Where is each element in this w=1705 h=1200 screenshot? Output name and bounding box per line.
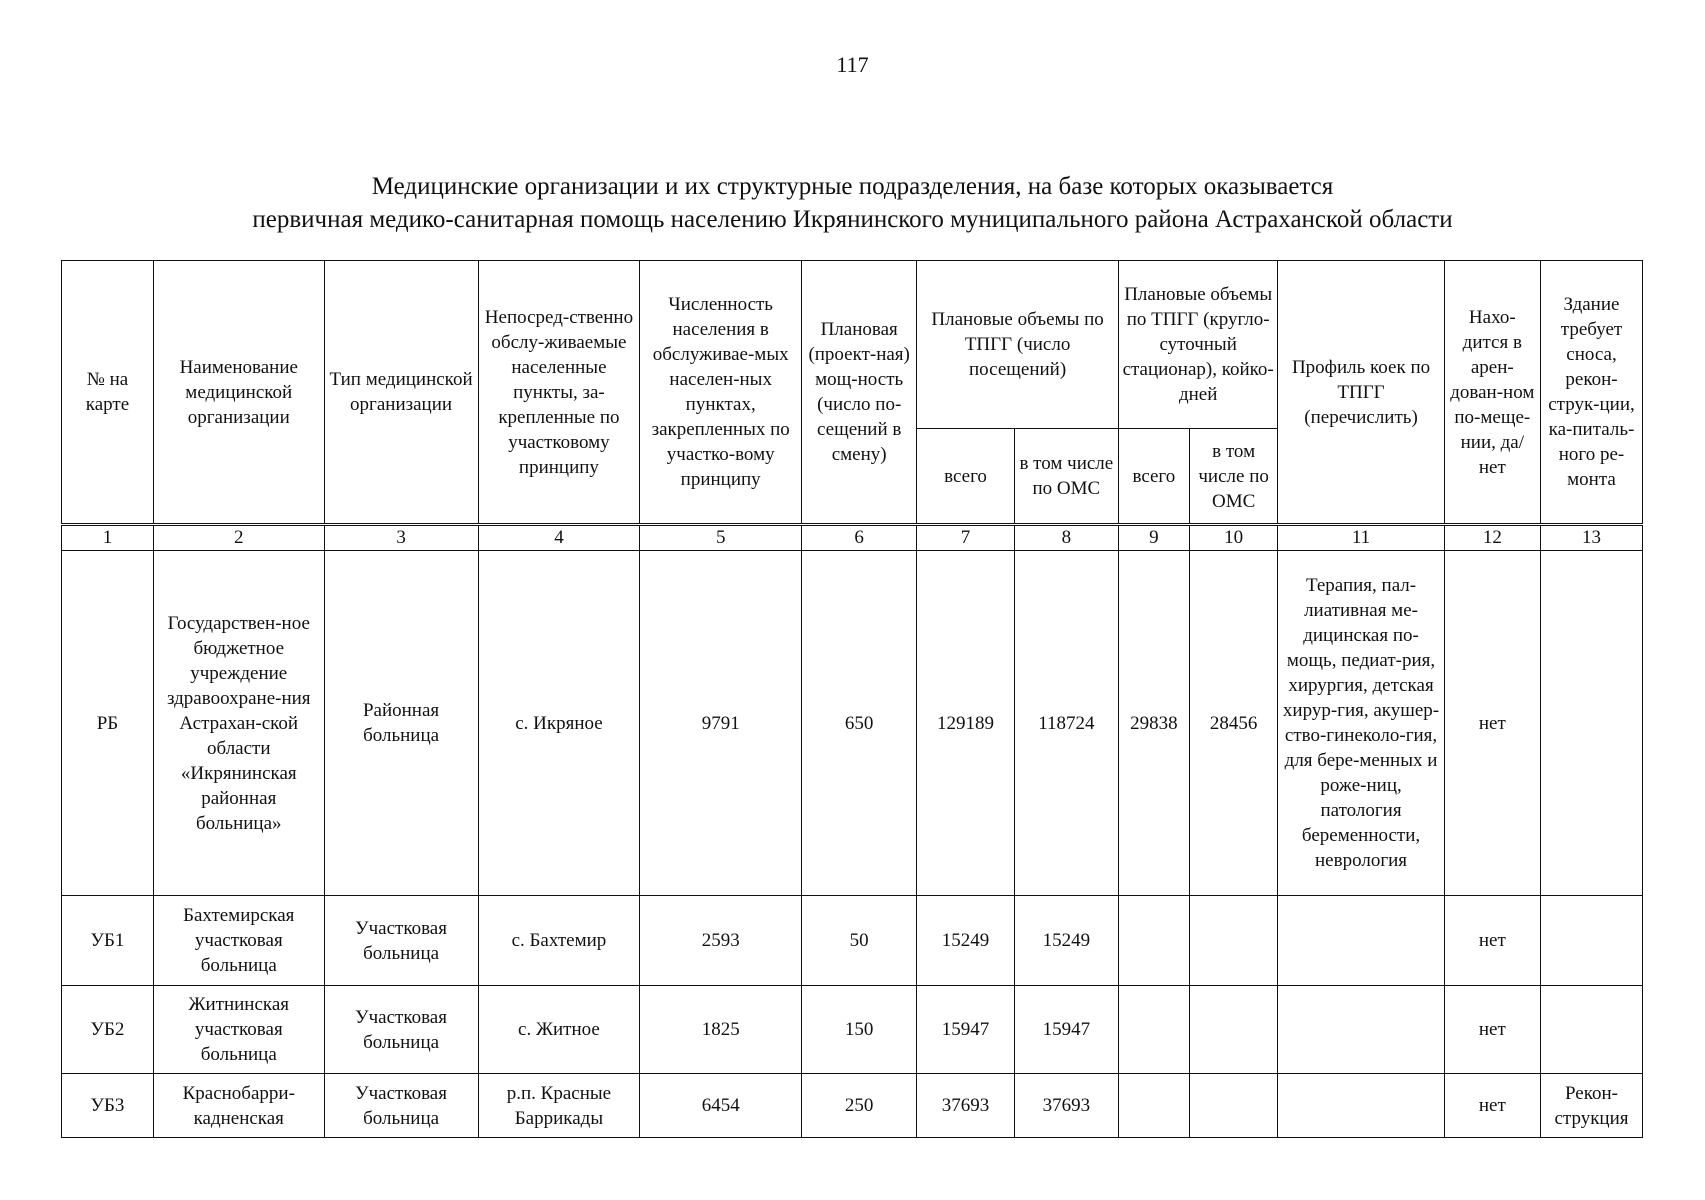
column-number: 8 [1014,525,1118,551]
cell-visits-total: 15947 [917,986,1014,1074]
cell-code: РБ [62,551,154,896]
cell-beddays-total: 29838 [1118,551,1189,896]
header-org-name: Наименование медицинской организации [153,261,324,525]
cell-beddays-oms [1189,896,1278,986]
cell-visits-total: 37693 [917,1074,1014,1138]
header-rented: Нахо-дится в арен-дован-ном по-мещe-нии, да/нет [1444,261,1540,525]
cell-beddays-oms [1189,986,1278,1074]
organizations-table [61,260,1643,1138]
header-visits-total: всего [917,429,1014,525]
header-visits: Плановые объемы по ТПГГ (число посещений) [917,261,1119,429]
column-number: 6 [802,525,917,551]
cell-type: Участковая больница [324,1074,478,1138]
title-line-1: Медицинские организации и их структурные подразделения, на базе которых оказывается [371,173,1334,200]
column-numbers-row [62,525,1643,551]
header-visits-oms: в том числе по ОМС [1014,429,1118,525]
cell-capacity: 250 [802,1074,917,1138]
column-number: 2 [153,525,324,551]
cell-building-status [1541,986,1643,1074]
cell-bed-profile: Терапия, пал-лиативная ме-дицинская по-мощь, педиат-рия, хирургия, детская хирур-гия, акушер-ство-гинеколо-гия, для бере-менных и роже-ниц, патология беременности, неврология [1278,551,1444,896]
cell-type: Участковая больница [324,896,478,986]
cell-settlements: р.п. Красные Баррикады [478,1074,640,1138]
cell-visits-total: 129189 [917,551,1014,896]
cell-rented: нет [1444,1074,1540,1138]
cell-code: УБ3 [62,1074,154,1138]
header-settlements: Непосред-ственно обслу-живаемые населенные пункты, за-крепленные по участковому принципу [478,261,640,525]
cell-settlements: с. Икряное [478,551,640,896]
column-number: 7 [917,525,1014,551]
cell-name: Государствен-ное бюджетное учреждение здравоохране-ния Астрахан-ской области «Икрянинская районная больница» [153,551,324,896]
header-population: Численность населения в обслуживае-мых населен-ных пунктах, закрепленных по участко-вому принципу [640,261,802,525]
cell-rented: нет [1444,551,1540,896]
header-building-status: Здание требует сноса, рекон-струк-ции, ка-питаль-ного ре-монта [1541,261,1643,525]
cell-rented: нет [1444,896,1540,986]
column-number: 13 [1541,525,1643,551]
header-org-type: Тип медицинской организации [324,261,478,525]
cell-population: 6454 [640,1074,802,1138]
column-number: 12 [1444,525,1540,551]
cell-beddays-oms: 28456 [1189,551,1278,896]
table-row [62,551,1643,896]
cell-name: Житнинская участковая больница [153,986,324,1074]
cell-rented: нет [1444,986,1540,1074]
cell-population: 2593 [640,896,802,986]
column-number: 10 [1189,525,1278,551]
header-bed-profile: Профиль коек по ТПГГ (перечислить) [1278,261,1444,525]
cell-visits-oms: 15947 [1014,986,1118,1074]
cell-bed-profile [1278,986,1444,1074]
cell-capacity: 50 [802,896,917,986]
cell-building-status [1541,896,1643,986]
cell-code: УБ2 [62,986,154,1074]
cell-beddays-total [1118,986,1189,1074]
cell-name: Краснобарри-кадненская [153,1074,324,1138]
cell-name: Бахтемирская участковая больница [153,896,324,986]
header-bed-days: Плановые объемы по ТПГГ (кругло-суточный стационар), койко-дней [1118,261,1278,429]
column-number: 1 [62,525,154,551]
cell-beddays-oms [1189,1074,1278,1138]
cell-visits-oms: 15249 [1014,896,1118,986]
table-row [62,1074,1643,1138]
header-beddays-oms: в том числе по ОМС [1189,429,1278,525]
cell-type: Районная больница [324,551,478,896]
column-number: 9 [1118,525,1189,551]
cell-capacity: 650 [802,551,917,896]
cell-building-status: Рекон-струкция [1541,1074,1643,1138]
document-title [0,170,1705,236]
cell-visits-oms: 37693 [1014,1074,1118,1138]
page-number: 117 [836,52,869,77]
table-row [62,896,1643,986]
column-number: 4 [478,525,640,551]
title-line-2: первичная медико-санитарная помощь населению Икрянинского муниципального района Астраханской области [252,206,1453,233]
header-capacity: Плановая (проект-ная) мощ-ность (число по-сещений в смену) [802,261,917,525]
cell-visits-total: 15249 [917,896,1014,986]
cell-bed-profile [1278,896,1444,986]
cell-visits-oms: 118724 [1014,551,1118,896]
cell-capacity: 150 [802,986,917,1074]
header-map-number: № на карте [62,261,154,525]
column-number: 5 [640,525,802,551]
cell-settlements: с. Житное [478,986,640,1074]
column-number: 3 [324,525,478,551]
cell-population: 1825 [640,986,802,1074]
header-beddays-total: всего [1118,429,1189,525]
column-number: 11 [1278,525,1444,551]
cell-bed-profile [1278,1074,1444,1138]
cell-type: Участковая больница [324,986,478,1074]
cell-beddays-total [1118,1074,1189,1138]
table-row [62,986,1643,1074]
cell-building-status [1541,551,1643,896]
cell-code: УБ1 [62,896,154,986]
cell-beddays-total [1118,896,1189,986]
cell-population: 9791 [640,551,802,896]
cell-settlements: с. Бахтемир [478,896,640,986]
